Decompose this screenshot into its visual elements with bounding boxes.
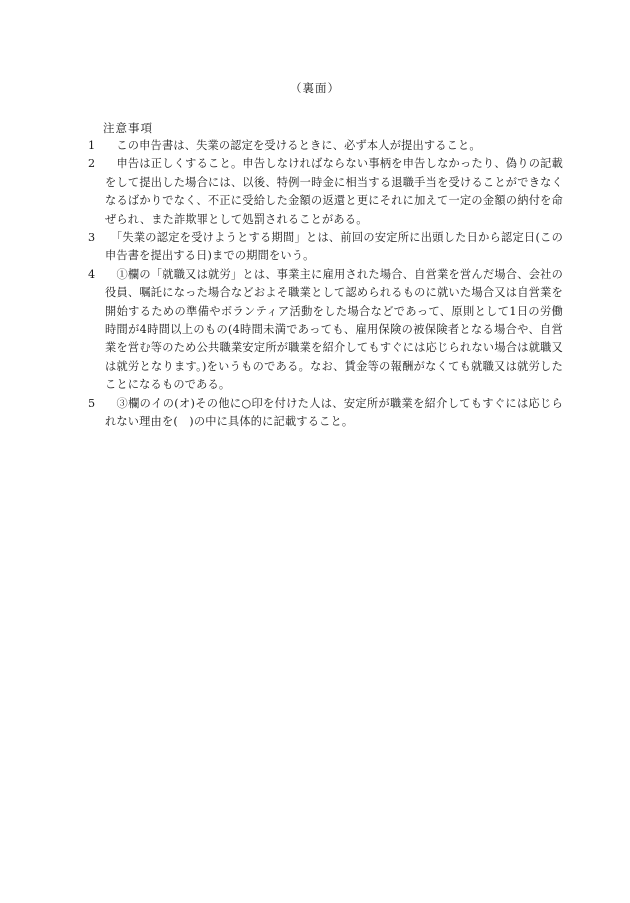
notes-list [88,137,563,432]
note-item-1 [88,137,563,155]
notes-heading: 注意事項 [103,121,153,135]
note-number: 5 [88,396,96,410]
note-number: 4 [88,267,96,281]
note-text: 「失業の認定を受けようとする期間」とは、前回の安定所に出頭した日から認定日(この申告書を提出する日)までの期間をいう。 [105,231,563,263]
note-item-3 [88,229,563,266]
note-number: 3 [88,231,96,245]
note-item-2 [88,155,563,229]
note-text: ①欄の「就職又は就労」とは、事業主に雇用された場合、自営業を営んだ場合、会社の役員、嘱託になった場合などおよそ職業として認められるものに就いた場合又は自営業を開始するための準備やボランティア活動をした場合などであって、原則として1日の労働時間が4時間以上のもの(4時間未満であっても、雇用保険の被保険者となる場合や、自営業を営む等のため公共職業安定所が職業を紹介してもすぐには応じられない場合は就職又は就労となります。)をいうものである。なお、賃金等の報酬がなくても就職又は就労したことになるものである。 [105,267,563,392]
note-item-5 [88,395,563,432]
note-number: 2 [88,157,96,171]
note-text: 申告は正しくすること。申告しなければならない事柄を申告しなかったり、偽りの記載をして提出した場合には、以後、特例一時金に相当する退職手当を受けることができなくなるばかりでなく、不正に受給した金額の返還と更にそれに加えて一定の金額の納付を命ぜられ、また詐欺罪として処罰されることがある。 [105,157,563,226]
note-item-4 [88,266,563,395]
note-number: 1 [88,139,96,152]
page-side-label: （裏面） [290,81,340,95]
note-text: ③欄のイの(オ)その他に○印を付けた人は、安定所が職業を紹介してもすぐには応じられない理由を( )の中に具体的に記載すること。 [105,396,563,429]
note-text: この申告書は、失業の認定を受けるときに、必ず本人が提出すること。 [105,139,481,152]
